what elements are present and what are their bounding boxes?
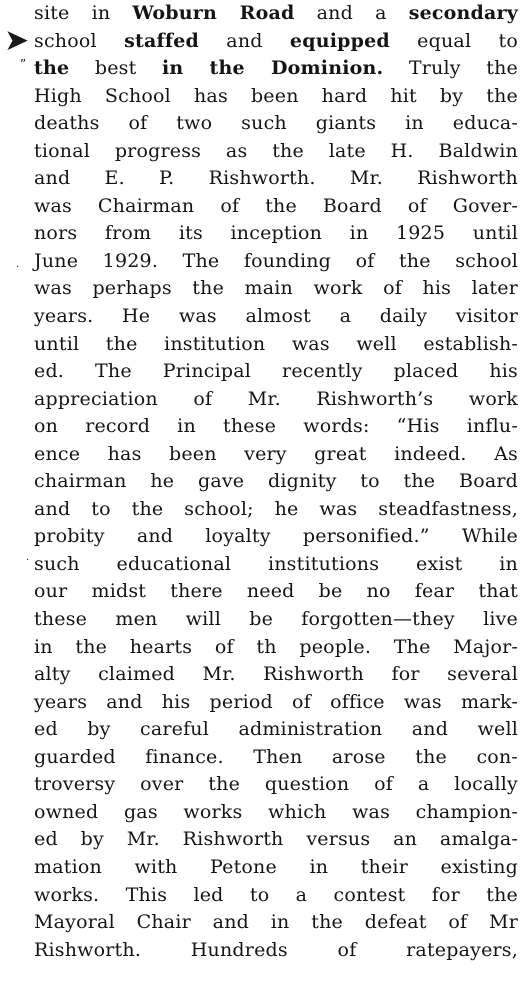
article-line: chairman he gave dignity to the Board	[34, 470, 518, 493]
article-line: until the institution was well establish-	[34, 332, 518, 355]
article-line: and to the school; he was steadfastness,	[34, 497, 518, 520]
article-line: years and his period of office was mark-	[34, 690, 518, 713]
article-line: on record in these words: “His influ-	[34, 415, 518, 438]
article-line: ed by Mr. Rishworth versus an amalga-	[34, 828, 518, 851]
article-line: tional progress as the late H. Baldwin	[34, 139, 518, 162]
article-line: ed by careful administration and well	[34, 718, 518, 741]
article-line: appreciation of Mr. Rishworth’s work	[34, 387, 518, 410]
article-line: such educational institutions exist in	[34, 552, 518, 575]
article-line: Rishworth. Hundreds of ratepayers,	[34, 938, 518, 961]
article-line: Mayoral Chair and in the defeat of Mr	[34, 911, 518, 934]
article-line: in the hearts of th people. The Major-	[34, 635, 518, 658]
article-line: site in Woburn Road and a secondary	[34, 2, 518, 24]
article-line: the best in the Dominion. Truly the	[34, 57, 518, 80]
article-line: was Chairman of the Board of Gover-	[34, 194, 518, 217]
margin-dot: ·	[16, 262, 20, 273]
article-line: alty claimed Mr. Rishworth for several	[34, 663, 518, 686]
article-line: nors from its inception in 1925 until	[34, 222, 518, 245]
article-column	[34, 0, 518, 964]
article-line: these men will be forgotten—they live	[34, 608, 518, 631]
article-line: guarded finance. Then arose the con-	[34, 745, 518, 768]
article-line: ence has been very great indeed. As	[34, 442, 518, 465]
article-line: and E. P. Rishworth. Mr. Rishworth	[34, 167, 518, 190]
article-line: troversy over the question of a locally	[34, 773, 518, 796]
article-line: was perhaps the main work of his later	[34, 277, 518, 300]
article-line: High School has been hard hit by the	[34, 84, 518, 107]
article-line: mation with Petone in their existing	[34, 855, 518, 878]
article-line: probity and loyalty personified.” While	[34, 525, 518, 548]
margin-arrow-icon: ➤	[4, 23, 30, 58]
margin-dot: ·	[26, 555, 30, 566]
article-line: owned gas works which was champion-	[34, 800, 518, 823]
article-line: works. This led to a contest for the	[34, 883, 518, 906]
article-line: school staffed and equipped equal to	[34, 29, 518, 52]
article-line: our midst there need be no fear that	[34, 580, 518, 603]
article-line: years. He was almost a daily visitor	[34, 305, 518, 328]
margin-quote-mark: ”	[20, 57, 27, 71]
article-line: June 1929. The founding of the school	[34, 249, 518, 272]
article-line: deaths of two such giants in educa-	[34, 112, 518, 135]
article-line: ed. The Principal recently placed his	[34, 360, 518, 383]
